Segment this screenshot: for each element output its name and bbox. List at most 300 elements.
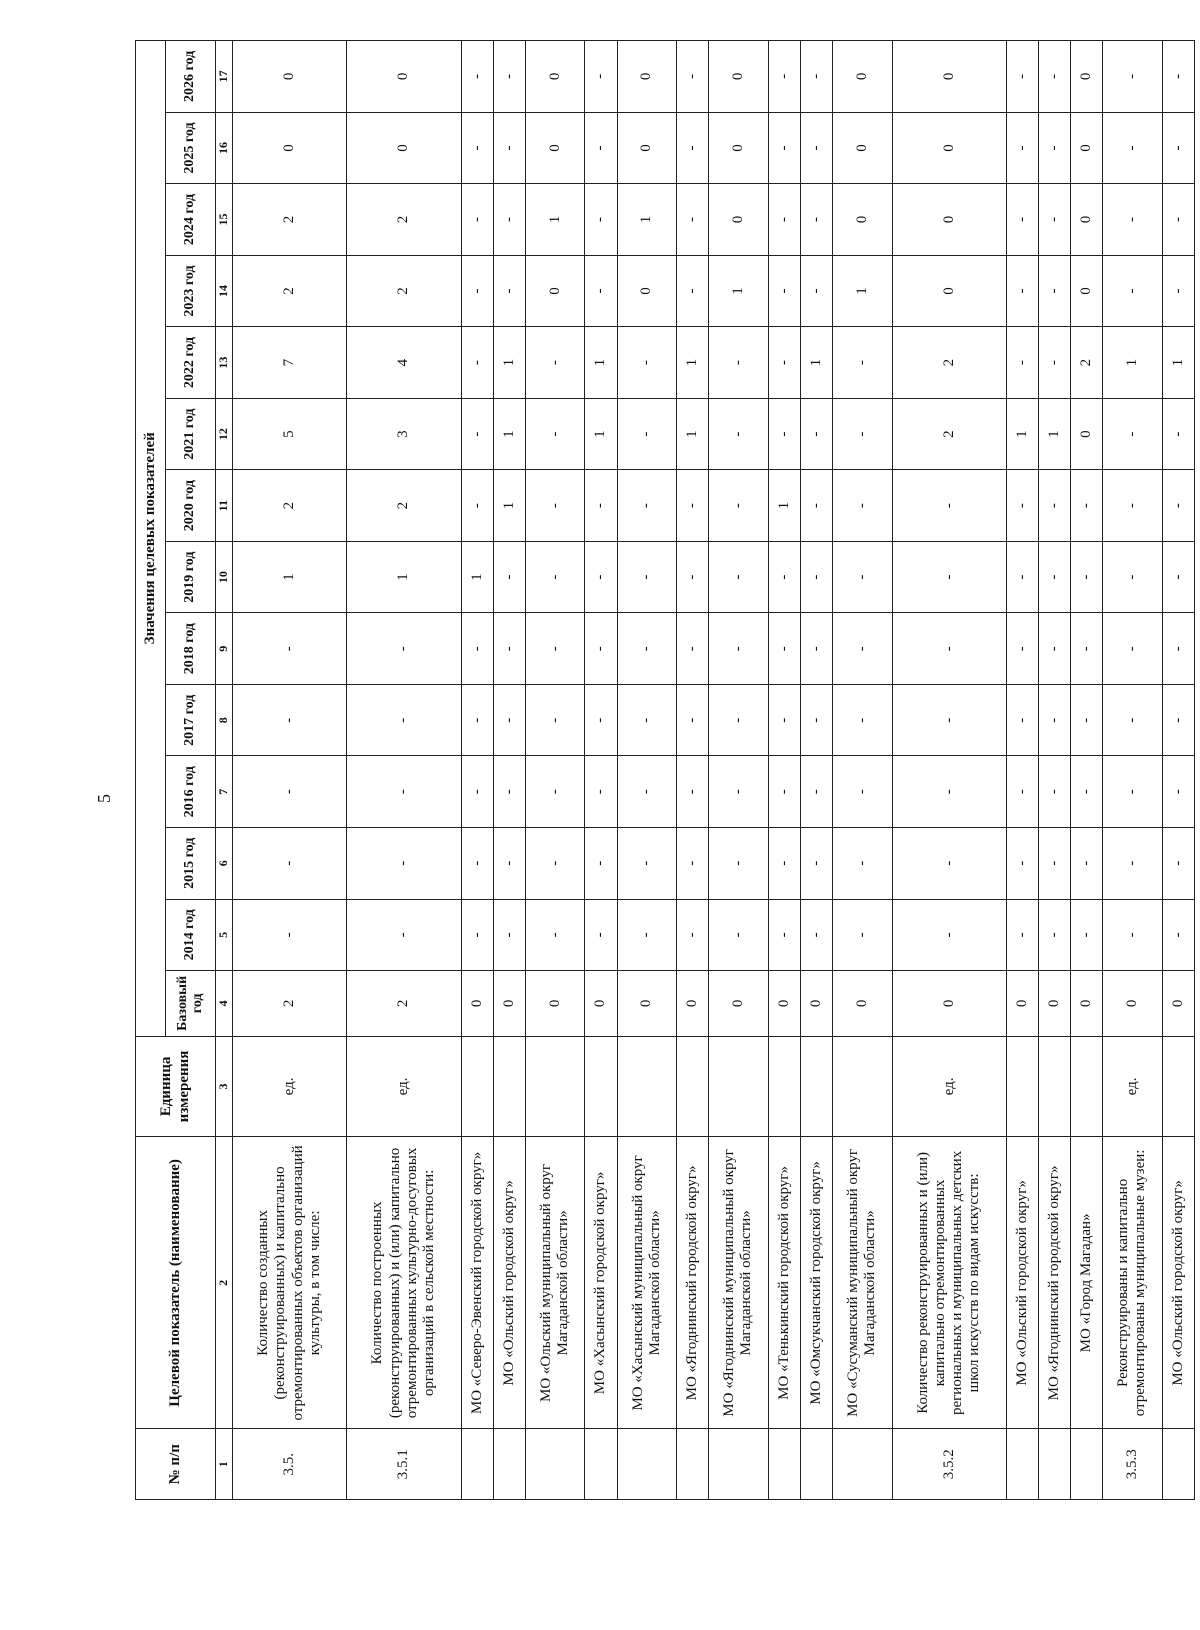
value-cell: - — [1162, 41, 1194, 113]
value-cell: 0 — [617, 255, 677, 327]
value-cell: 0 — [832, 184, 892, 256]
value-cell: - — [1103, 255, 1163, 327]
value-cell: - — [585, 899, 617, 971]
value-cell: 1 — [525, 184, 585, 256]
indicator-name: МО «Хасынский городской округ» — [585, 1137, 617, 1429]
value-cell: 0 — [709, 184, 769, 256]
value-cell: - — [1038, 613, 1070, 685]
value-cell: 0 — [1071, 255, 1103, 327]
value-cell: - — [677, 684, 709, 756]
value-cell: - — [461, 613, 493, 685]
value-cell: - — [1071, 613, 1103, 685]
value-cell: - — [1103, 41, 1163, 113]
value-cell: 1 — [709, 255, 769, 327]
value-cell: 2 — [892, 398, 1006, 470]
value-cell: - — [768, 684, 800, 756]
table-row — [1006, 41, 1038, 1500]
value-cell: - — [1103, 398, 1163, 470]
value-cell: - — [768, 828, 800, 900]
value-cell: - — [677, 899, 709, 971]
indicator-name: Реконструированы и капитально отремонтированы муниципальные музеи: — [1103, 1137, 1163, 1429]
value-cell: 0 — [347, 41, 461, 113]
value-cell: - — [585, 684, 617, 756]
value-cell: 0 — [709, 112, 769, 184]
value-cell: - — [1162, 613, 1194, 685]
value-cell: 0 — [709, 41, 769, 113]
value-cell: - — [617, 684, 677, 756]
value-cell: 0 — [1038, 971, 1070, 1036]
table-row — [1071, 41, 1103, 1500]
row-number — [525, 1429, 585, 1500]
value-cell: - — [800, 184, 832, 256]
value-cell: 2 — [233, 470, 347, 542]
value-cell: - — [1103, 470, 1163, 542]
indicator-name: Количество построенных (реконструированных) и (или) капитально отремонтированных культурно-досуговых организаций в сельской местности: — [347, 1137, 461, 1429]
header-year: 2021 год — [166, 398, 216, 470]
value-cell: - — [832, 684, 892, 756]
value-cell: 1 — [233, 541, 347, 613]
value-cell: 1 — [768, 470, 800, 542]
unit — [493, 1036, 525, 1137]
column-number: 15 — [216, 184, 233, 256]
value-cell: - — [1006, 470, 1038, 542]
value-cell: - — [800, 41, 832, 113]
row-number — [1038, 1429, 1070, 1500]
value-cell: 0 — [1071, 184, 1103, 256]
column-number: 4 — [216, 971, 233, 1036]
value-cell: - — [800, 756, 832, 828]
value-cell: - — [800, 470, 832, 542]
value-cell: 2 — [347, 971, 461, 1036]
value-cell: - — [1071, 828, 1103, 900]
value-cell: - — [892, 828, 1006, 900]
unit — [709, 1036, 769, 1137]
value-cell: - — [677, 541, 709, 613]
value-cell: - — [617, 541, 677, 613]
unit — [1038, 1036, 1070, 1137]
value-cell: 1 — [461, 541, 493, 613]
header-year: 2020 год — [166, 470, 216, 542]
indicator-name: Количество созданных (реконструированных) и капитально отремонтированных объектов организаций культуры, в том числе: — [233, 1137, 347, 1429]
row-number — [585, 1429, 617, 1500]
unit — [800, 1036, 832, 1137]
value-cell: - — [709, 899, 769, 971]
value-cell: - — [832, 541, 892, 613]
column-number: 11 — [216, 470, 233, 542]
value-cell: - — [800, 112, 832, 184]
value-cell: 7 — [233, 327, 347, 399]
value-cell: - — [493, 184, 525, 256]
value-cell: - — [1162, 756, 1194, 828]
column-number: 7 — [216, 756, 233, 828]
value-cell: - — [233, 684, 347, 756]
value-cell: - — [493, 613, 525, 685]
table-row — [892, 41, 1006, 1500]
row-number — [461, 1429, 493, 1500]
table-row — [677, 41, 709, 1500]
unit — [1162, 1036, 1194, 1137]
value-cell: - — [347, 756, 461, 828]
indicators-table — [135, 40, 1195, 1500]
value-cell: - — [347, 684, 461, 756]
value-cell: - — [832, 756, 892, 828]
value-cell: 2 — [233, 971, 347, 1036]
indicator-name: МО «Северо-Эвенский городской округ» — [461, 1137, 493, 1429]
indicator-name: МО «Хасынский муниципальный округ Магаданской области» — [617, 1137, 677, 1429]
header-group: Значения целевых показателей — [136, 41, 166, 1037]
value-cell: - — [1006, 828, 1038, 900]
value-cell: - — [493, 684, 525, 756]
value-cell: - — [768, 541, 800, 613]
value-cell: - — [1071, 470, 1103, 542]
value-cell: - — [1038, 41, 1070, 113]
column-number: 6 — [216, 828, 233, 900]
table-row — [493, 41, 525, 1500]
unit: ед. — [233, 1036, 347, 1137]
value-cell: - — [493, 255, 525, 327]
unit — [525, 1036, 585, 1137]
value-cell: - — [768, 184, 800, 256]
header-base: Базовый год — [166, 971, 216, 1036]
value-cell: - — [585, 41, 617, 113]
value-cell: - — [1162, 255, 1194, 327]
header-num: № п/п — [136, 1429, 216, 1500]
value-cell: 0 — [525, 255, 585, 327]
value-cell: - — [1006, 41, 1038, 113]
value-cell: - — [768, 255, 800, 327]
indicator-name: МО «Ольский городской округ» — [1162, 1137, 1194, 1429]
value-cell: - — [461, 828, 493, 900]
indicator-name: МО «Город Магадан» — [1071, 1137, 1103, 1429]
header-year: 2015 год — [166, 828, 216, 900]
value-cell: - — [461, 41, 493, 113]
value-cell: 1 — [347, 541, 461, 613]
value-cell: - — [709, 541, 769, 613]
value-cell: - — [617, 613, 677, 685]
value-cell: - — [1103, 828, 1163, 900]
value-cell: - — [800, 541, 832, 613]
value-cell: - — [677, 112, 709, 184]
value-cell: - — [585, 828, 617, 900]
value-cell: - — [1038, 184, 1070, 256]
column-number: 12 — [216, 398, 233, 470]
unit: ед. — [1103, 1036, 1163, 1137]
value-cell: 1 — [585, 398, 617, 470]
table-row — [233, 41, 347, 1500]
value-cell: 2 — [1071, 327, 1103, 399]
value-cell: 1 — [493, 327, 525, 399]
value-cell: - — [617, 899, 677, 971]
value-cell: - — [493, 541, 525, 613]
value-cell: - — [493, 899, 525, 971]
value-cell: 0 — [347, 112, 461, 184]
indicator-name: МО «Ягоднинский городской округ» — [1038, 1137, 1070, 1429]
value-cell: - — [525, 684, 585, 756]
row-number — [1071, 1429, 1103, 1500]
row-number — [617, 1429, 677, 1500]
row-number: 3.5.1 — [347, 1429, 461, 1500]
column-number: 13 — [216, 327, 233, 399]
column-number: 1 — [216, 1429, 233, 1500]
value-cell: - — [677, 41, 709, 113]
value-cell: 1 — [585, 327, 617, 399]
value-cell: 1 — [800, 327, 832, 399]
value-cell: 1 — [1006, 398, 1038, 470]
value-cell: - — [1071, 684, 1103, 756]
value-cell: 2 — [347, 255, 461, 327]
value-cell: - — [677, 613, 709, 685]
value-cell: - — [709, 684, 769, 756]
value-cell: - — [585, 112, 617, 184]
value-cell: - — [768, 327, 800, 399]
value-cell: - — [461, 112, 493, 184]
value-cell: - — [1071, 541, 1103, 613]
value-cell: - — [585, 184, 617, 256]
value-cell: 1 — [1162, 327, 1194, 399]
value-cell: - — [1162, 112, 1194, 184]
value-cell: 0 — [525, 41, 585, 113]
value-cell: - — [585, 255, 617, 327]
value-cell: - — [832, 613, 892, 685]
value-cell: - — [1038, 112, 1070, 184]
header-year: 2024 год — [166, 184, 216, 256]
value-cell: - — [525, 398, 585, 470]
value-cell: - — [1038, 756, 1070, 828]
row-number: 3.5. — [233, 1429, 347, 1500]
value-cell: - — [1006, 541, 1038, 613]
value-cell: - — [1162, 684, 1194, 756]
value-cell: 1 — [493, 398, 525, 470]
value-cell: - — [800, 684, 832, 756]
unit: ед. — [347, 1036, 461, 1137]
value-cell: - — [1006, 255, 1038, 327]
value-cell: 0 — [768, 971, 800, 1036]
value-cell: 0 — [832, 971, 892, 1036]
value-cell: - — [832, 470, 892, 542]
value-cell: 0 — [617, 41, 677, 113]
column-number: 8 — [216, 684, 233, 756]
value-cell: 1 — [832, 255, 892, 327]
row-number: 3.5.3 — [1103, 1429, 1163, 1500]
value-cell: - — [493, 112, 525, 184]
value-cell: - — [525, 613, 585, 685]
header-year: 2026 год — [166, 41, 216, 113]
value-cell: - — [800, 255, 832, 327]
value-cell: 3 — [347, 398, 461, 470]
value-cell: - — [800, 899, 832, 971]
value-cell: - — [832, 899, 892, 971]
value-cell: - — [768, 41, 800, 113]
value-cell: - — [525, 756, 585, 828]
table-row — [709, 41, 769, 1500]
value-cell: 2 — [233, 255, 347, 327]
value-cell: - — [768, 756, 800, 828]
value-cell: 0 — [892, 971, 1006, 1036]
value-cell: - — [768, 899, 800, 971]
value-cell: - — [800, 613, 832, 685]
value-cell: 0 — [617, 971, 677, 1036]
indicator-name: Количество реконструированных и (или) капитально отремонтированных региональных и муниципальных детских школ искусств по видам искусств: — [892, 1137, 1006, 1429]
value-cell: 0 — [709, 971, 769, 1036]
table-row — [768, 41, 800, 1500]
value-cell: - — [892, 684, 1006, 756]
table-row — [832, 41, 892, 1500]
value-cell: - — [832, 327, 892, 399]
value-cell: - — [1038, 255, 1070, 327]
value-cell: - — [892, 899, 1006, 971]
value-cell: - — [1038, 684, 1070, 756]
value-cell: 0 — [461, 971, 493, 1036]
value-cell: 0 — [525, 971, 585, 1036]
value-cell: 0 — [525, 112, 585, 184]
value-cell: - — [1162, 184, 1194, 256]
value-cell: - — [1103, 112, 1163, 184]
header-year: 2019 год — [166, 541, 216, 613]
header-year: 2014 год — [166, 899, 216, 971]
column-number: 17 — [216, 41, 233, 113]
value-cell: 1 — [493, 470, 525, 542]
value-cell: - — [493, 756, 525, 828]
value-cell: - — [1006, 327, 1038, 399]
value-cell: 2 — [892, 327, 1006, 399]
value-cell: - — [461, 684, 493, 756]
value-cell: - — [1071, 756, 1103, 828]
value-cell: - — [461, 327, 493, 399]
value-cell: - — [709, 828, 769, 900]
value-cell: - — [1103, 899, 1163, 971]
value-cell: 0 — [832, 41, 892, 113]
value-cell: - — [1103, 613, 1163, 685]
value-cell: 1 — [1103, 327, 1163, 399]
value-cell: - — [677, 828, 709, 900]
value-cell: - — [233, 613, 347, 685]
value-cell: - — [832, 828, 892, 900]
value-cell: 0 — [892, 41, 1006, 113]
value-cell: - — [800, 398, 832, 470]
value-cell: - — [1103, 184, 1163, 256]
column-number: 16 — [216, 112, 233, 184]
value-cell: - — [1006, 112, 1038, 184]
row-number: 3.5.2 — [892, 1429, 1006, 1500]
value-cell: - — [832, 398, 892, 470]
value-cell: - — [347, 828, 461, 900]
value-cell: - — [585, 756, 617, 828]
row-number — [709, 1429, 769, 1500]
indicator-name: МО «Омсукчанский городской округ» — [800, 1137, 832, 1429]
value-cell: - — [461, 470, 493, 542]
row-number — [677, 1429, 709, 1500]
value-cell: - — [1103, 684, 1163, 756]
value-cell: - — [617, 398, 677, 470]
value-cell: - — [525, 327, 585, 399]
value-cell: 0 — [1071, 971, 1103, 1036]
row-number — [800, 1429, 832, 1500]
value-cell: - — [1162, 541, 1194, 613]
value-cell: - — [1038, 828, 1070, 900]
table-row — [1038, 41, 1070, 1500]
value-cell: - — [1038, 327, 1070, 399]
value-cell: - — [585, 541, 617, 613]
column-number: 2 — [216, 1137, 233, 1429]
table-row — [1162, 41, 1194, 1500]
unit: ед. — [892, 1036, 1006, 1137]
value-cell: 4 — [347, 327, 461, 399]
value-cell: - — [617, 828, 677, 900]
value-cell: - — [525, 470, 585, 542]
value-cell: - — [617, 327, 677, 399]
indicator-name: МО «Ольский городской округ» — [1006, 1137, 1038, 1429]
value-cell: 0 — [585, 971, 617, 1036]
value-cell: - — [1103, 756, 1163, 828]
value-cell: 2 — [347, 470, 461, 542]
unit — [768, 1036, 800, 1137]
value-cell: - — [1162, 398, 1194, 470]
unit — [585, 1036, 617, 1137]
value-cell: - — [1103, 541, 1163, 613]
value-cell: - — [233, 756, 347, 828]
value-cell: - — [1162, 828, 1194, 900]
value-cell: 0 — [1162, 971, 1194, 1036]
value-cell: - — [892, 470, 1006, 542]
value-cell: 0 — [1071, 41, 1103, 113]
indicator-name: МО «Тенькинский городской округ» — [768, 1137, 800, 1429]
value-cell: - — [617, 756, 677, 828]
value-cell: 0 — [832, 112, 892, 184]
value-cell: - — [347, 899, 461, 971]
value-cell: - — [1038, 470, 1070, 542]
value-cell: 0 — [1071, 112, 1103, 184]
column-number: 9 — [216, 613, 233, 685]
value-cell: 2 — [347, 184, 461, 256]
value-cell: - — [709, 398, 769, 470]
value-cell: - — [892, 541, 1006, 613]
row-number — [1006, 1429, 1038, 1500]
unit — [677, 1036, 709, 1137]
value-cell: - — [800, 828, 832, 900]
value-cell: - — [347, 613, 461, 685]
value-cell: - — [525, 828, 585, 900]
header-year: 2016 год — [166, 756, 216, 828]
value-cell: 1 — [1038, 398, 1070, 470]
unit — [1006, 1036, 1038, 1137]
column-number: 10 — [216, 541, 233, 613]
value-cell: - — [677, 756, 709, 828]
value-cell: 0 — [1006, 971, 1038, 1036]
row-number — [832, 1429, 892, 1500]
value-cell: - — [768, 613, 800, 685]
row-number — [1162, 1429, 1194, 1500]
value-cell: - — [768, 112, 800, 184]
header-year: 2022 год — [166, 327, 216, 399]
value-cell: - — [1006, 684, 1038, 756]
table-row — [800, 41, 832, 1500]
header-name: Целевой показатель (наименование) — [136, 1137, 216, 1429]
value-cell: 2 — [233, 184, 347, 256]
table-row — [347, 41, 461, 1500]
unit — [1071, 1036, 1103, 1137]
value-cell: - — [461, 255, 493, 327]
value-cell: - — [1162, 899, 1194, 971]
unit — [617, 1036, 677, 1137]
value-cell: - — [617, 470, 677, 542]
value-cell: 0 — [233, 112, 347, 184]
value-cell: 0 — [1071, 398, 1103, 470]
value-cell: - — [233, 828, 347, 900]
value-cell: 1 — [677, 327, 709, 399]
page-number: 5 — [94, 794, 114, 803]
rotated-table-container — [135, 40, 1195, 1500]
value-cell: 5 — [233, 398, 347, 470]
